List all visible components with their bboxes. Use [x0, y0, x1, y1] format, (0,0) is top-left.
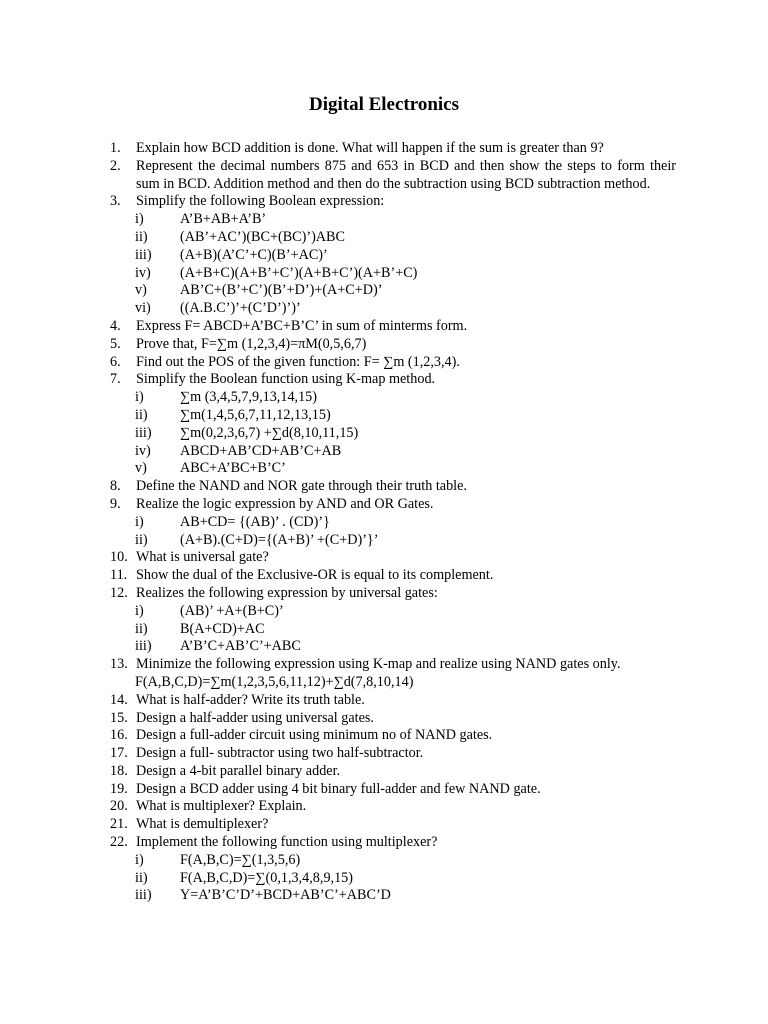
sub-item-label: i)	[135, 389, 144, 406]
question-number: 9.	[110, 495, 121, 512]
question-number: 7.	[110, 371, 121, 388]
question-item	[110, 496, 676, 514]
question-number: 22.	[110, 834, 128, 851]
question-item	[110, 798, 676, 816]
sub-item-expression: F(A,B,C,D)=∑(0,1,3,4,8,9,15)	[180, 869, 353, 886]
sub-item-label: i)	[135, 851, 144, 868]
page-title: Digital Electronics	[308, 94, 460, 115]
sub-item-expression: A’B’C+AB’C’+ABC	[180, 638, 301, 655]
sub-item	[110, 229, 676, 247]
sub-item	[110, 211, 676, 229]
question-item	[110, 585, 676, 603]
sub-item	[110, 852, 676, 870]
sub-item	[110, 300, 676, 318]
question-number: 8.	[110, 478, 121, 495]
question-text: What is universal gate?	[136, 549, 269, 566]
sub-item-label: i)	[135, 513, 144, 530]
question-item	[110, 745, 676, 763]
question-number: 21.	[110, 816, 128, 833]
question-item	[110, 692, 676, 710]
sub-item-label: iii)	[135, 638, 152, 655]
question-text: Minimize the following expression using K-map and realize using NAND gates only.	[136, 656, 621, 673]
question-text: Explain how BCD addition is done. What will happen if the sum is greater than 9?	[136, 140, 604, 156]
question-number: 19.	[110, 780, 128, 797]
question-text: Find out the POS of the given function: F= ∑m (1,2,3,4).	[136, 353, 460, 370]
sub-item	[110, 870, 676, 888]
question-item	[110, 478, 676, 496]
sub-item-expression: (A+B+C)(A+B’+C’)(A+B+C’)(A+B’+C)	[180, 264, 418, 281]
question-number: 6.	[110, 353, 121, 370]
sub-item-expression: F(A,B,C)=∑(1,3,5,6)	[180, 851, 301, 868]
question-number: 3.	[110, 193, 121, 210]
question-item	[110, 140, 676, 158]
sub-item-label: iv)	[135, 442, 151, 459]
sub-item-expression: Y=A’B’C’D’+BCD+AB’C’+ABC’D	[180, 887, 391, 904]
question-text: Show the dual of the Exclusive-OR is equal to its complement.	[136, 567, 494, 584]
question-text: Realize the logic expression by AND and OR Gates.	[136, 495, 434, 512]
question-number: 18.	[110, 762, 128, 779]
question-item	[110, 834, 676, 852]
question-item	[110, 318, 676, 336]
question-number: 2.	[110, 157, 121, 174]
sub-item-label: iv)	[135, 264, 151, 281]
question-number: 1.	[110, 140, 121, 156]
question-item	[110, 193, 676, 211]
question-item	[110, 710, 676, 728]
question-number: 16.	[110, 727, 128, 744]
question-item	[110, 549, 676, 567]
sub-item-label: ii)	[135, 869, 148, 886]
sub-item-expression: (A+B).(C+D)={(A+B)’ +(C+D)’}’	[180, 531, 379, 548]
question-item	[110, 656, 676, 674]
sub-item-expression: B(A+CD)+AC	[180, 620, 265, 637]
sub-item-expression: ABC+A’BC+B’C’	[180, 460, 286, 477]
sub-item-expression: A’B+AB+A’B’	[180, 211, 267, 228]
sub-item	[110, 407, 676, 425]
sub-item-label: ii)	[135, 228, 148, 245]
sub-item	[110, 425, 676, 443]
sub-item-label: ii)	[135, 531, 148, 548]
question-text: Represent the decimal numbers 875 and 653 in BCD and then show the steps to form their sum in BCD. Addition method and then do the subtraction using BCD subtraction method.	[136, 157, 676, 192]
sub-item-expression: ∑m (3,4,5,7,9,13,14,15)	[180, 389, 318, 406]
question-text: Implement the following function using multiplexer?	[136, 834, 438, 851]
question-text: Design a full-adder circuit using minimum no of NAND gates.	[136, 727, 493, 744]
sub-item-label: v)	[135, 282, 147, 299]
sub-item	[110, 443, 676, 461]
sub-item-expression: AB+CD= {(AB)’ . (CD)’}	[180, 513, 330, 530]
question-number: 14.	[110, 691, 128, 708]
question-number: 10.	[110, 549, 128, 566]
question-item	[110, 816, 676, 834]
question-text: Prove that, F=∑m (1,2,3,4)=πM(0,5,6,7)	[136, 335, 367, 352]
sub-item	[110, 247, 676, 265]
question-list	[110, 140, 676, 905]
sub-item	[110, 603, 676, 621]
sub-item	[110, 514, 676, 532]
question-item	[110, 727, 676, 745]
sub-item	[110, 460, 676, 478]
sub-item-expression: (AB)’ +A+(B+C)’	[180, 602, 284, 619]
sub-item-label: iii)	[135, 424, 152, 441]
question-number: 5.	[110, 335, 121, 352]
sub-item-label: ii)	[135, 620, 148, 637]
sub-item-label: v)	[135, 460, 147, 477]
question-text: Design a 4-bit parallel binary adder.	[136, 762, 341, 779]
question-item	[110, 354, 676, 372]
question-number: 4.	[110, 317, 121, 334]
question-item	[110, 781, 676, 799]
question-text: Define the NAND and NOR gate through their truth table.	[136, 478, 467, 495]
question-text: What is demultiplexer?	[136, 816, 269, 833]
question-continuation: F(A,B,C,D)=∑m(1,2,3,5,6,11,12)+∑d(7,8,10,14)	[135, 673, 414, 690]
question-text: What is multiplexer? Explain.	[136, 798, 307, 815]
question-text: Design a BCD adder using 4 bit binary full-adder and few NAND gate.	[136, 780, 541, 797]
question-text: Simplify the following Boolean expression:	[136, 193, 385, 210]
sub-item-label: iii)	[135, 246, 152, 263]
question-number: 20.	[110, 798, 128, 815]
sub-item-label: i)	[135, 211, 144, 228]
question-item	[110, 567, 676, 585]
question-number: 17.	[110, 745, 128, 762]
question-text: Design a full- subtractor using two half-subtractor.	[136, 745, 424, 762]
sub-item	[110, 887, 676, 905]
sub-item	[110, 282, 676, 300]
sub-item	[110, 532, 676, 550]
question-text: What is half-adder? Write its truth table.	[136, 691, 365, 708]
sub-item-expression: ∑m(0,2,3,6,7) +∑d(8,10,11,15)	[180, 424, 359, 441]
sub-item-label: i)	[135, 602, 144, 619]
sub-item-label: vi)	[135, 300, 151, 317]
question-number: 15.	[110, 709, 128, 726]
question-item	[110, 763, 676, 781]
question-number: 11.	[110, 567, 128, 584]
question-item	[110, 158, 676, 194]
question-number: 13.	[110, 656, 128, 673]
question-item	[110, 371, 676, 389]
sub-item-label: iii)	[135, 887, 152, 904]
sub-item	[110, 265, 676, 283]
sub-item-label: ii)	[135, 406, 148, 423]
sub-item-expression: ((A.B.C’)’+(C’D’)’)’	[180, 300, 301, 317]
sub-item	[110, 638, 676, 656]
sub-item-expression: (A+B)(A’C’+C)(B’+AC)’	[180, 246, 328, 263]
question-text: Simplify the Boolean function using K-map method.	[136, 371, 436, 388]
question-number: 12.	[110, 584, 128, 601]
question-item	[110, 336, 676, 354]
question-text: Design a half-adder using universal gates.	[136, 709, 374, 726]
sub-item-expression: ABCD+AB’CD+AB’C+AB	[180, 442, 342, 459]
sub-item-expression: (AB’+AC’)(BC+(BC)’)ABC	[180, 228, 345, 245]
sub-item-expression: AB’C+(B’+C’)(B’+D’)+(A+C+D)’	[180, 282, 383, 299]
question-text: Express F= ABCD+A’BC+B’C’ in sum of minterms form.	[136, 317, 468, 334]
sub-item	[110, 621, 676, 639]
sub-item-expression: ∑m(1,4,5,6,7,11,12,13,15)	[180, 406, 331, 423]
sub-item	[110, 389, 676, 407]
question-text: Realizes the following expression by universal gates:	[136, 584, 438, 601]
